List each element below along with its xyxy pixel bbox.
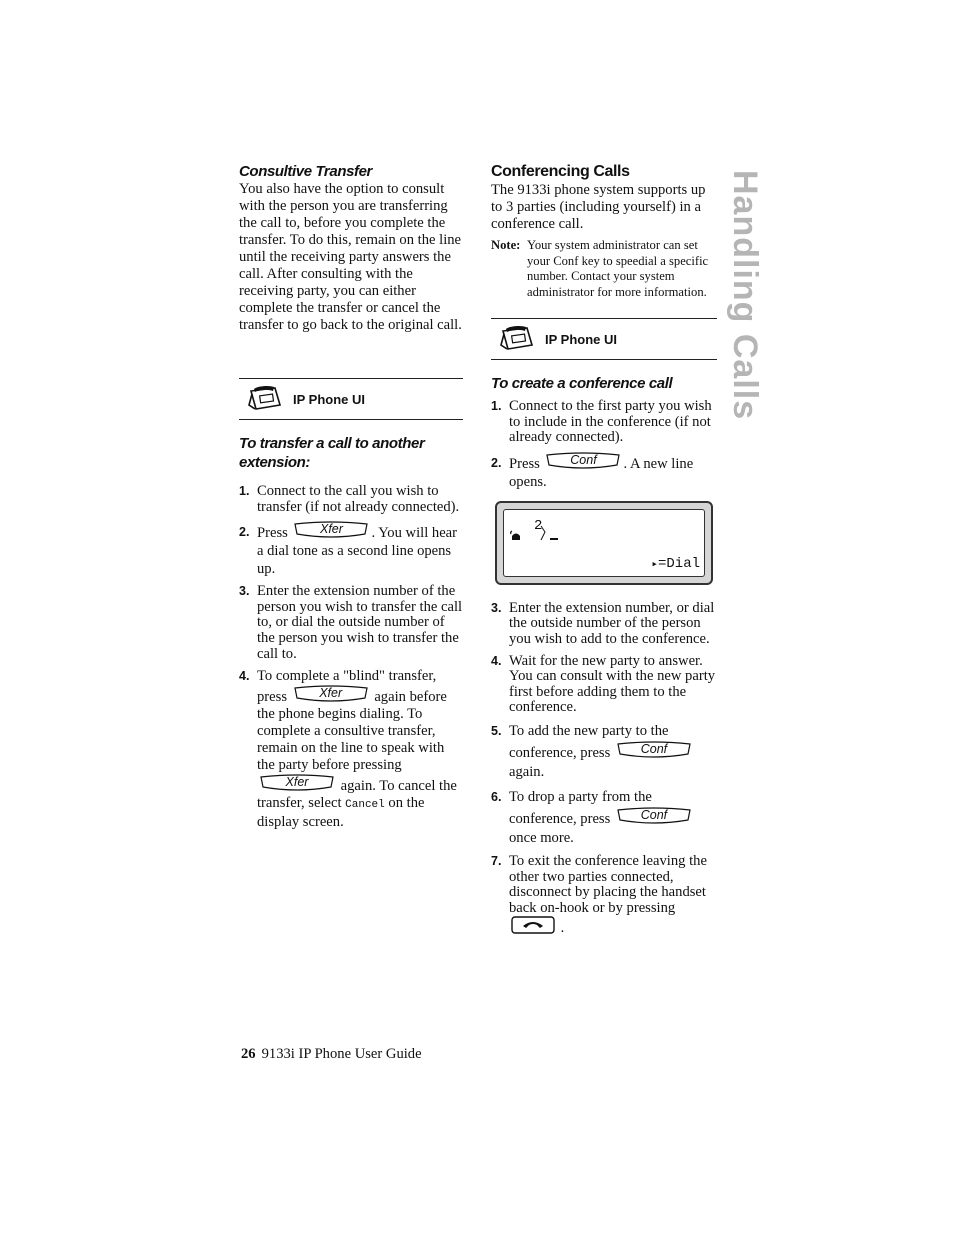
guide-title: 9133i IP Phone User Guide bbox=[261, 1046, 422, 1062]
conferencing-calls-heading: Conferencing Calls bbox=[491, 163, 630, 180]
dial-tone-icon bbox=[538, 524, 562, 542]
ip-phone-ui-label: IP Phone UI bbox=[545, 331, 617, 347]
lcd-dial-softkey[interactable]: ▸=Dial bbox=[651, 555, 700, 572]
page-number: 26 bbox=[241, 1046, 256, 1062]
arrow-right-icon: ▸ bbox=[651, 558, 658, 571]
transfer-procedure-title: To transfer a call to another extension: bbox=[239, 435, 425, 471]
goodbye-key-icon[interactable] bbox=[511, 916, 555, 934]
conferencing-intro: The 9133i phone system supports up to 3 parties (including yourself) in a conference call. bbox=[491, 182, 706, 232]
conference-steps bbox=[491, 399, 717, 491]
ip-phone-icon bbox=[499, 325, 535, 353]
list-item: 3. Enter the extension number of the person you wish to transfer the call to, or dial the outside number of the person you wish to transfer the call to. bbox=[239, 583, 463, 662]
list-item: 4. Wait for the new party to answer. You can consult with the new party first before adding them to the conference. bbox=[491, 652, 716, 716]
list-item: 2. Press Conf . A new line opens. bbox=[491, 452, 694, 490]
page-footer bbox=[241, 1046, 422, 1063]
ip-phone-ui-banner bbox=[491, 318, 717, 360]
conference-procedure-title: To create a conference call bbox=[491, 375, 673, 392]
xfer-key[interactable]: Xfer bbox=[259, 774, 335, 792]
left-column bbox=[239, 162, 463, 837]
phone-lcd-display bbox=[495, 501, 713, 585]
conf-key[interactable]: Conf bbox=[616, 807, 692, 825]
handset-icon bbox=[510, 528, 536, 542]
lcd-line-number: 2 bbox=[534, 517, 543, 534]
list-item: 2. Press Xfer . You will hear a dial tone as a second line opens up. bbox=[239, 522, 458, 578]
list-item: 1. Connect to the call you wish to transfer (if not already connected). bbox=[239, 483, 460, 515]
conf-key[interactable]: Conf bbox=[545, 452, 621, 470]
conf-key[interactable]: Conf bbox=[616, 741, 692, 759]
ip-phone-icon bbox=[247, 385, 283, 413]
conference-steps-continued bbox=[491, 601, 717, 937]
admin-note: Note: Your system administrator can set your Conf key to speedial a specific number. Contact your system administrator for more information. bbox=[491, 238, 709, 299]
ip-phone-ui-banner bbox=[239, 378, 463, 420]
list-item: 5. To add the new party to the conference, press Conf again. bbox=[491, 722, 717, 782]
consultive-transfer-intro: You also have the option to consult with the person you are transferring the call to, before you complete the transfer. To do this, remain on the line until the receiving party answers the call. After consulting with the receiving party, you can either complete the transfer or cancel the transfer to go back to the original call. bbox=[239, 181, 462, 333]
transfer-steps bbox=[239, 484, 463, 831]
list-item: 6. To drop a party from the conference, press Conf once more. bbox=[491, 788, 717, 848]
cancel-softkey-label: Cancel bbox=[345, 799, 385, 812]
ip-phone-ui-label: IP Phone UI bbox=[293, 391, 365, 407]
right-column bbox=[491, 162, 717, 943]
list-item: 1. Connect to the first party you wish to include in the conference (if not already connected). bbox=[491, 398, 712, 446]
xfer-key[interactable]: Xfer bbox=[293, 521, 369, 539]
list-item: 3. Enter the extension number, or dial the outside number of the person you wish to add to the conference. bbox=[491, 599, 715, 647]
xfer-key[interactable]: Xfer bbox=[293, 685, 369, 703]
list-item: 4. To complete a "blind" transfer, press Xfer again before the phone begins dialing. To complete a consultive transfer, remain on the line to speak with the party before pressing Xfer again. To cancel the transfer, select Cancel on the display screen. bbox=[239, 668, 457, 831]
list-item: 7. To exit the conference leaving the other two parties connected, disconnect by placing the handset back on-hook or by pressing . bbox=[491, 852, 707, 937]
consultive-transfer-heading: Consultive Transfer bbox=[239, 163, 372, 180]
section-side-tab: Handling Calls bbox=[726, 170, 764, 421]
